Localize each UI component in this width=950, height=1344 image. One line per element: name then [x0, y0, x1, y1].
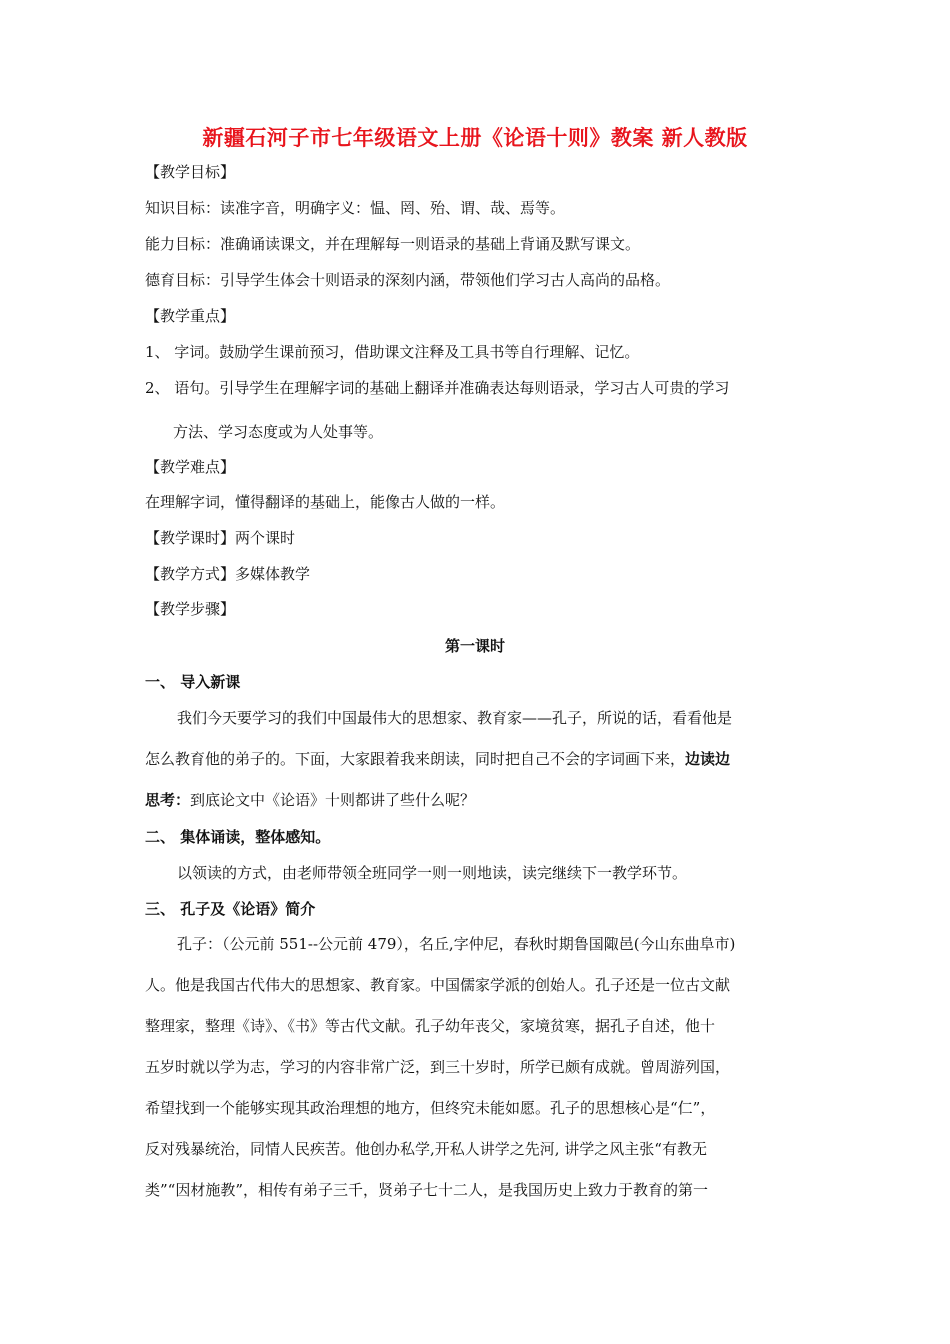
lesson-title: 第一课时	[444, 637, 505, 655]
objectives-heading: 【教学目标】	[145, 163, 236, 181]
section-3-line-5: 希望找到一个能够实现其政治理想的地方，但终究未能如愿。孔子的思想核心是“仁”，	[145, 1099, 716, 1117]
section-3-line-7: 类”“因材施教”，相传有弟子三千，贤弟子七十二人，是我国历史上致力于教育的第一	[145, 1181, 709, 1199]
teaching-method: 【教学方式】多媒体教学	[145, 565, 311, 583]
section-1-line-3-bold: 思考：	[145, 791, 191, 809]
section-3-line-1: 孔子：（公元前 551--公元前 479），名丘,字仲尼，春秋时期鲁国陬邑(今山东曲阜市)	[177, 935, 736, 953]
section-3-line-3: 整理家，整理《诗》、《书》等古代文献。孔子幼年丧父，家境贫寒，据孔子自述，他十	[145, 1017, 716, 1035]
focus-item-1: 1、 字词。鼓励学生课前预习，借助课文注释及工具书等自行理解、记忆。	[145, 343, 640, 361]
section-2-heading: 二、 集体诵读，整体感知。	[145, 828, 331, 846]
focus-item-2-continued: 方法、学习态度或为人处事等。	[173, 423, 384, 441]
section-1-heading: 一、 导入新课	[145, 673, 241, 691]
document-title: 新疆石河子市七年级语文上册《论语十则》教案 新人教版	[202, 126, 748, 150]
section-1-line-1: 我们今天要学习的我们中国最伟大的思想家、教育家——孔子，所说的话，看看他是	[177, 709, 733, 727]
difficulty-text: 在理解字词，懂得翻译的基础上，能像古人做的一样。	[145, 493, 506, 511]
steps-heading: 【教学步骤】	[145, 600, 236, 618]
objective-moral: 德育目标：引导学生体会十则语录的深刻内涵，带领他们学习古人高尚的品格。	[145, 271, 671, 289]
section-3-line-4: 五岁时就以学为志，学习的内容非常广泛，到三十岁时，所学已颇有成就。曾周游列国，	[145, 1058, 731, 1076]
section-2-line: 以领读的方式，由老师带领全班同学一则一则地读，读完继续下一教学环节。	[177, 864, 688, 882]
section-1-line-2	[145, 748, 825, 770]
section-1-line-3	[145, 789, 825, 811]
teaching-hours: 【教学课时】两个课时	[145, 529, 296, 547]
difficulty-heading: 【教学难点】	[145, 458, 236, 476]
section-3-line-2: 人。他是我国古代伟大的思想家、教育家。中国儒家学派的创始人。孔子还是一位古文献	[145, 976, 731, 994]
section-3-heading: 三、 孔子及《论语》简介	[145, 900, 316, 918]
objective-knowledge: 知识目标：读准字音，明确字义：愠、罔、殆、谓、哉、焉等。	[145, 199, 566, 217]
focus-heading: 【教学重点】	[145, 307, 236, 325]
section-1-line-3-text: 到底论文中《论语》十则都讲了些什么呢？	[190, 791, 476, 809]
section-1-line-2-text: 怎么教育他的弟子的。下面，大家跟着我来朗读，同时把自己不会的字词画下来，	[145, 750, 686, 768]
section-1-line-2-bold: 边读边	[685, 750, 731, 768]
section-3-line-6: 反对残暴统治，同情人民疾苦。他创办私学,开私人讲学之先河, 讲学之风主张“有教无	[145, 1140, 707, 1158]
objective-ability: 能力目标：准确诵读课文，并在理解每一则语录的基础上背诵及默写课文。	[145, 235, 641, 253]
focus-item-2: 2、 语句。引导学生在理解字词的基础上翻译并准确表达每则语录，学习古人可贵的学习	[145, 379, 730, 397]
